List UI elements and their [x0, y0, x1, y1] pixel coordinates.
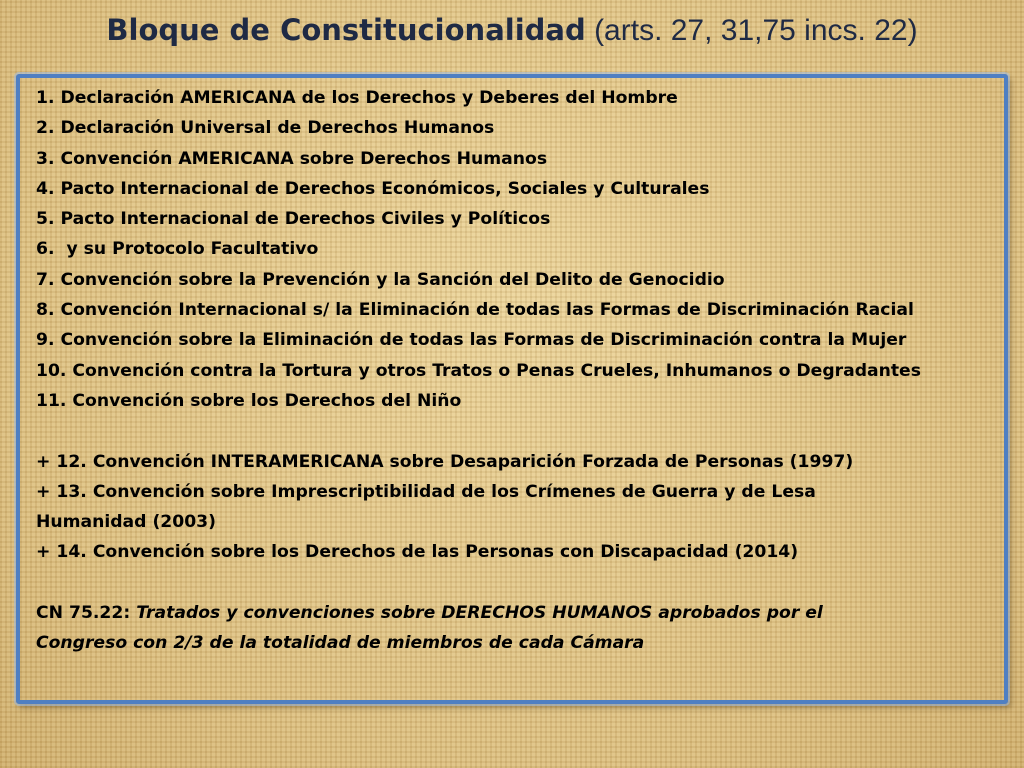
list-item: 5. Pacto Internacional de Derechos Civiles y Políticos [36, 209, 551, 230]
title-articles: (arts. 27, 31,75 incs. 22) [585, 14, 918, 47]
note-text-2: Congreso con 2/3 de la totalidad de miembros de cada Cámara [36, 633, 645, 654]
addition-item: + 12. Convención INTERAMERICANA sobre Desaparición Forzada de Personas (1997) [36, 451, 854, 472]
addition-item: + 13. Convención sobre Imprescriptibilidad de los Crímenes de Guerra y de Lesa [36, 481, 816, 502]
spacer [36, 416, 1004, 446]
list-item: 1. Declaración AMERICANA de los Derechos y Deberes del Hombre [36, 88, 678, 108]
list-item: 11. Convención sobre los Derechos del Niño [36, 390, 462, 411]
list-item: 9. Convención sobre la Eliminación de todas las Formas de Discriminación contra la Mujer [36, 330, 907, 351]
note-line-1 [36, 598, 1004, 628]
spacer [36, 568, 1004, 598]
list-item: 6. y su Protocolo Facultativo [36, 239, 319, 260]
list-item: 10. Convención contra la Tortura y otros Tratos o Penas Crueles, Inhumanos o Degradantes [36, 360, 921, 381]
list-item: 3. Convención AMERICANA sobre Derechos Humanos [36, 148, 548, 169]
treaty-list [36, 83, 1004, 659]
list-item: 7. Convención sobre la Prevención y la Sanción del Delito de Genocidio [36, 269, 725, 290]
slide-title [0, 6, 1024, 55]
addition-item: + 14. Convención sobre los Derechos de las Personas con Discapacidad (2014) [36, 542, 799, 563]
list-item: 4. Pacto Internacional de Derechos Económicos, Sociales y Culturales [36, 178, 710, 199]
title-main: Bloque de Constitucionalidad [106, 13, 586, 47]
note-label: CN 75.22: [36, 603, 137, 624]
list-item: 2. Declaración Universal de Derechos Humanos [36, 118, 495, 139]
addition-item: Humanidad (2003) [36, 512, 216, 533]
list-item: 8. Convención Internacional s/ la Eliminación de todas las Formas de Discriminación Racial [36, 300, 914, 321]
note-text-1: Tratados y convenciones sobre DERECHOS HUMANOS aprobados por el [136, 603, 823, 624]
